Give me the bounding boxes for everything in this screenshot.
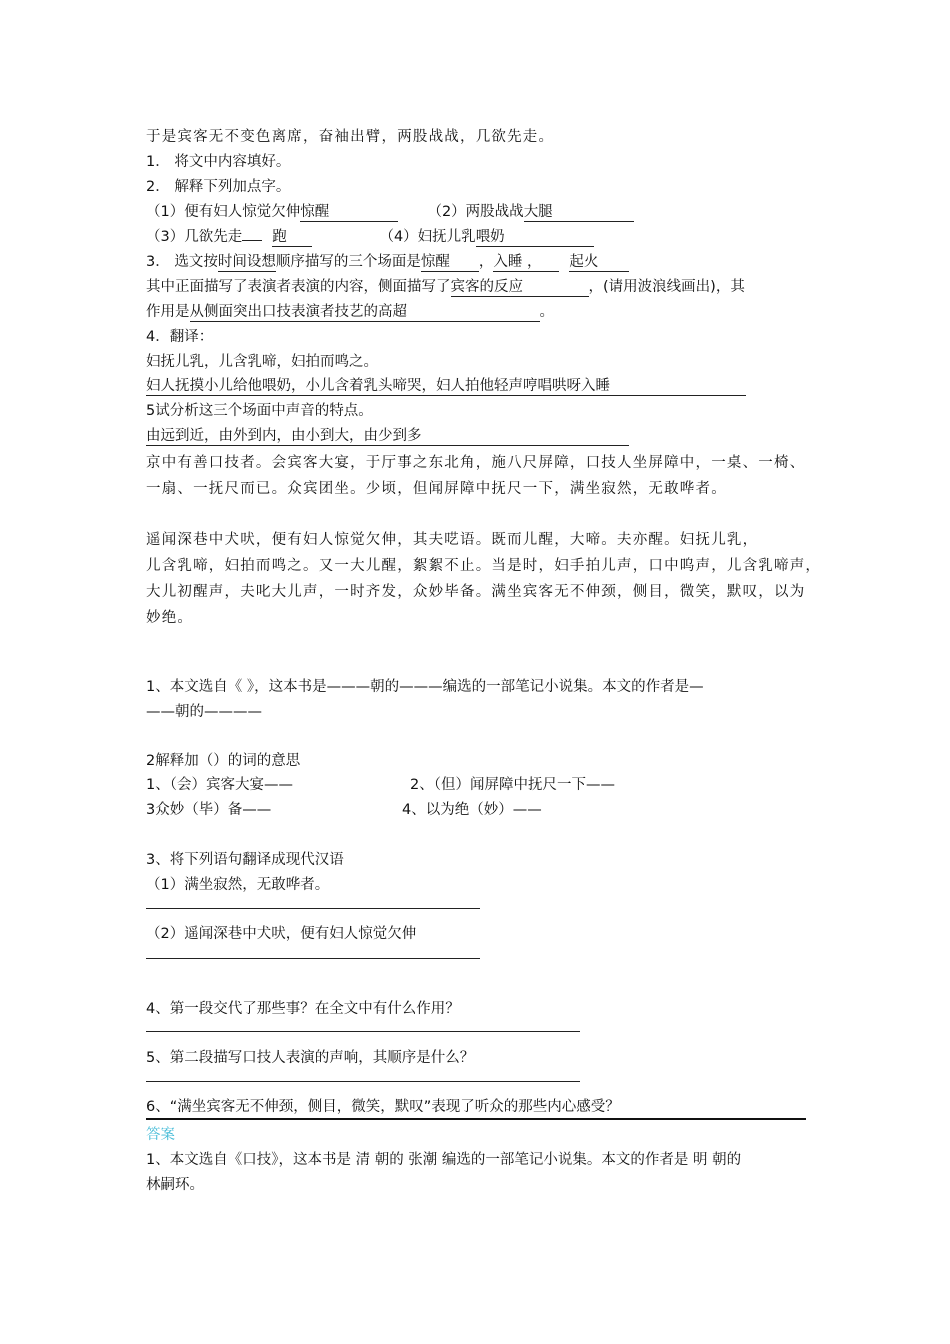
passage-p2-line2: 儿含乳啼，妇拍而鸣之。又一大儿醒，絮絮不止。当是时，妇手拍儿声，口中呜声，儿含乳啼声， xyxy=(146,558,822,574)
answer-line xyxy=(146,958,480,959)
question-3-line3 xyxy=(146,302,554,322)
exercise-3-item2: （2）遥闻深巷中犬吠，便有妇人惊觉欠伸 xyxy=(146,926,417,942)
answer-blank: 惊醒 xyxy=(300,204,398,222)
answer-blank: 惊醒 xyxy=(421,254,479,272)
answer-blank: 跑 xyxy=(272,229,312,247)
answer-blank: 入睡 ， xyxy=(493,254,559,272)
question-4: 4．翻译： xyxy=(146,329,214,345)
question-text: 作用是 xyxy=(146,304,190,320)
answer-line xyxy=(146,908,480,909)
answer-1-line1: 1、本文选自《口技》，这本书是 清 朝的 张潮 编选的一部笔记小说集。本文的作者是 明 朝的 xyxy=(146,1152,742,1168)
text-line: 于是宾客无不变色离席，奋袖出臂，两股战战，几欲先走。 xyxy=(146,129,555,145)
exercise-2-item4: 4、以为绝（妙）—— xyxy=(402,802,542,818)
question-text: 。 xyxy=(539,304,554,320)
exercise-1-line1: 1、本文选自《 》，这本书是———朝的———编选的一部笔记小说集。本文的作者是— xyxy=(146,679,704,695)
item-label: （3）几欲先走 xyxy=(146,229,243,245)
question-text: 其中正面描写了表演者表演的内容，侧面描写了 xyxy=(146,279,451,295)
answer-blank: 由远到近，由外到内，由小到大，由少到多 xyxy=(146,428,629,446)
question-text: ，(请用波浪线画出)，其 xyxy=(588,279,745,295)
question-1: 1． 将文中内容填好。 xyxy=(146,154,291,170)
question-text: 顺序描写的三个场面是 xyxy=(275,254,421,270)
exercise-2-item1: 1、（会）宾客大宴—— xyxy=(146,777,293,793)
exercise-6: 6、“满坐宾客无不伸颈，侧目，微笑，默叹”表现了听众的那些内心感受？ xyxy=(146,1099,620,1115)
answer-heading: 答案 xyxy=(146,1127,175,1143)
item-label: （4）妇抚儿乳 xyxy=(379,229,476,245)
answer-blank: 从侧面突出口技表演者技艺的高超 xyxy=(190,304,540,322)
passage-p1-line1: 京中有善口技者。会宾客大宴，于厅事之东北角，施八尺屏障，口技人坐屏障中，一桌、一椅、 xyxy=(146,455,806,471)
answer-line xyxy=(146,1031,580,1032)
passage-p1-line2: 一扇、一抚尺而已。众宾团坐。少顷，但闻屏障中抚尺一下，满坐寂然，无敢哗者。 xyxy=(146,481,727,497)
exercise-2: 2解释加（）的词的意思 xyxy=(146,753,301,769)
item-label: （2）两股战战 xyxy=(427,204,524,220)
question-3-line2 xyxy=(146,277,745,297)
answer-blank: 喂奶 xyxy=(476,229,594,247)
answer-blank: 宾客的反应 xyxy=(451,279,589,297)
passage-p2-line3: 大儿初醒声，夫叱大儿声，一时齐发，众妙毕备。满坐宾客无不伸颈，侧目，微笑，默叹，以为 xyxy=(146,584,806,600)
divider xyxy=(146,1118,806,1120)
question-3: 3． 选文按时间设想顺序描写的三个场面是惊醒，入睡 ，起火 xyxy=(146,252,629,272)
exercise-1-line2: ——朝的———— xyxy=(146,704,262,720)
question-2-items-a xyxy=(146,202,634,222)
exercise-3-item1: （1）满坐寂然，无敢哗者。 xyxy=(146,877,330,893)
exercise-4: 4、第一段交代了那些事？在全文中有什么作用？ xyxy=(146,1001,460,1017)
question-5: 5试分析这三个场面中声音的特点。 xyxy=(146,403,373,419)
exercise-2-item3: 3众妙（毕）备—— xyxy=(146,802,272,818)
exercise-5: 5、第二段描写口技人表演的声响，其顺序是什么？ xyxy=(146,1050,475,1066)
question-text: 3． 选文按 xyxy=(146,254,218,270)
answer-blank: 大腿 xyxy=(524,204,634,222)
passage-p2-line4: 妙绝。 xyxy=(146,610,194,626)
exercise-2-item2: 2、（但）闻屏障中抚尺一下—— xyxy=(410,777,615,793)
item-label: （1）便有妇人惊觉欠伸 xyxy=(146,204,301,220)
exercise-3: 3、将下列语句翻译成现代汉语 xyxy=(146,852,344,868)
question-2-items-b xyxy=(146,227,594,247)
question-2: 2． 解释下列加点字。 xyxy=(146,179,291,195)
answer-1-line2: 林嗣环。 xyxy=(146,1177,204,1193)
translation-answer xyxy=(146,376,746,396)
answer-line xyxy=(146,1081,580,1082)
question-5-answer xyxy=(146,426,629,446)
translation-source: 妇抚儿乳，儿含乳啼，妇拍而鸣之。 xyxy=(146,354,378,370)
answer-blank: 起火 xyxy=(569,254,629,272)
answer-blank: 妇人抚摸小儿给他喂奶，小儿含着乳头啼哭，妇人拍他轻声哼唱哄呀入睡 xyxy=(146,378,746,396)
passage-p2-line1: 遥闻深巷中犬吠，便有妇人惊觉欠伸，其夫呓语。既而儿醒，大啼。夫亦醒。妇抚儿乳， xyxy=(146,532,759,548)
answer-blank: 时间设想 xyxy=(217,254,276,270)
